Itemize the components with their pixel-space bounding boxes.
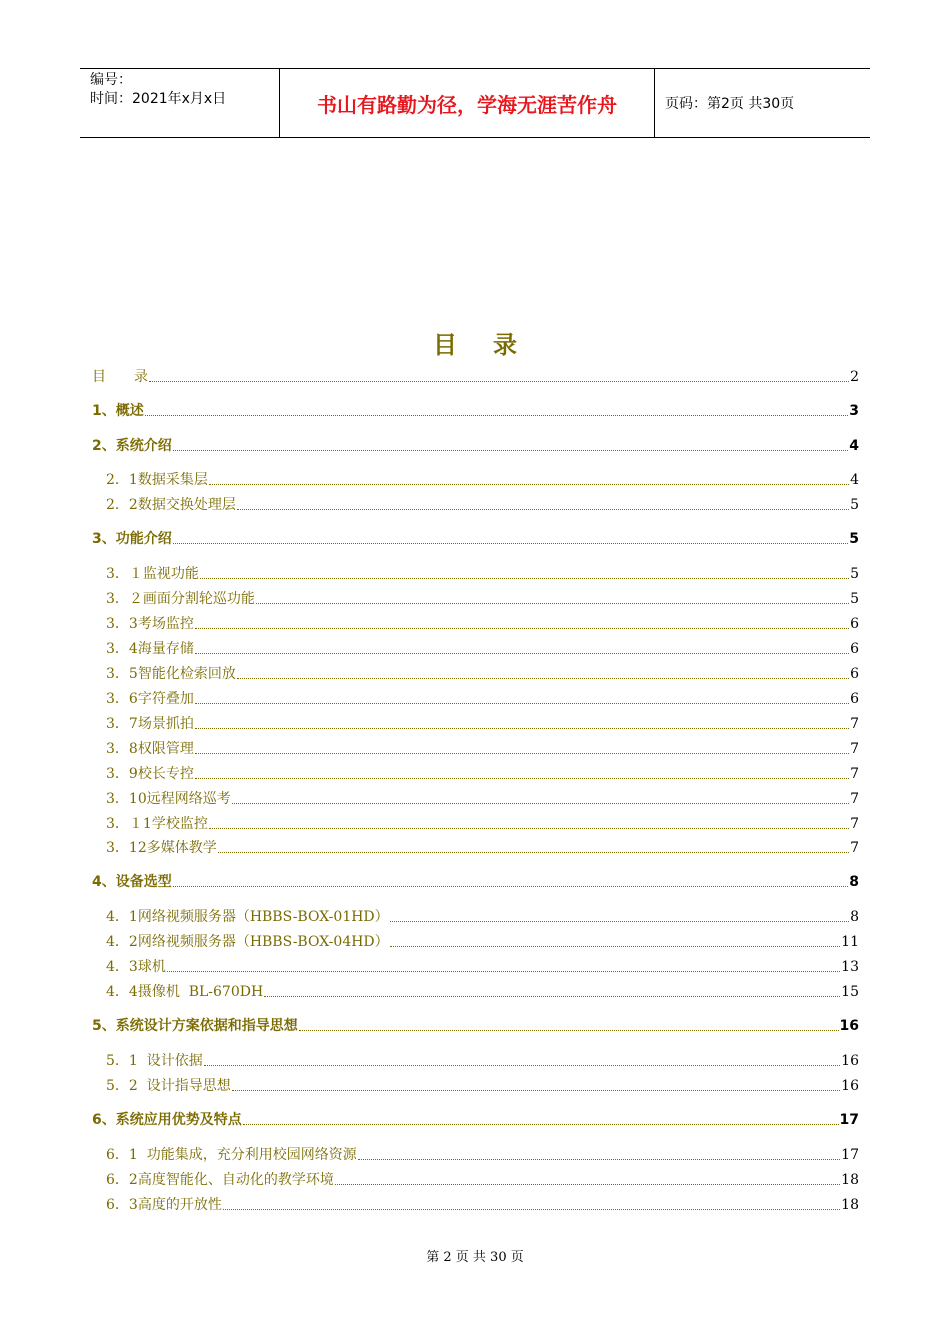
toc-dot-leader [390,920,849,922]
toc-entry[interactable] [106,1195,859,1215]
toc-entry-page: 4 [849,438,859,454]
toc-dot-leader [200,577,849,579]
toc-dot-leader [232,802,849,804]
toc-entry-title: 6．2高度智能化、自动化的教学环境 [106,1172,334,1188]
toc-entry[interactable] [92,367,859,387]
header-motto: 书山有路勤为径，学海无涯苦作舟 [280,69,655,137]
toc-entry-page: 7 [850,716,859,732]
toc-entry[interactable] [106,982,859,1002]
toc-entry-page: 7 [850,791,859,807]
toc-entry-title: 4．4摄像机 BL-670DH [106,984,264,1000]
toc-entry-page: 6 [850,666,859,682]
toc-dot-leader [173,885,849,887]
toc-entry-page: 4 [850,472,859,488]
toc-entry-title: 6、系统应用优势及特点 [92,1112,242,1128]
toc-dot-leader [195,627,849,629]
toc-entry-page: 8 [849,874,859,890]
toc-entry[interactable] [92,872,859,892]
toc-entry-page: 11 [841,934,859,950]
page-footer: 第 2 页 共 30 页 [426,1250,524,1265]
toc-entry-title: 3、功能介绍 [92,531,172,547]
toc-entry[interactable] [106,957,859,977]
toc-dot-leader [218,851,849,853]
toc-entry-title: 3．4海量存储 [106,641,194,657]
toc-dot-leader [243,1123,839,1125]
toc-entry-title: 2、系统介绍 [92,438,172,454]
toc-entry-page: 5 [850,497,859,513]
toc-entry-page: 5 [850,591,859,607]
toc-entry-page: 6 [850,641,859,657]
toc-entry[interactable] [106,714,859,734]
toc-entry-page: 18 [841,1172,859,1188]
toc-entry-page: 6 [850,691,859,707]
toc-entry[interactable] [106,764,859,784]
toc-entry[interactable] [106,614,859,634]
toc-entry-title: 3．9校长专控 [106,766,194,782]
toc-entry-page: 18 [841,1197,859,1213]
toc-entry[interactable] [106,1170,859,1190]
toc-entry-page: 16 [841,1078,859,1094]
toc-entry-page: 6 [850,616,859,632]
toc-entry[interactable] [106,739,859,759]
toc-dot-leader [173,449,849,451]
toc-dot-leader [204,1064,840,1066]
toc-entry[interactable] [106,689,859,709]
toc-entry[interactable] [106,814,859,834]
toc-entry[interactable] [106,1076,859,1096]
toc-dot-leader [358,1158,840,1160]
toc-entry-page: 2 [850,369,859,385]
toc-entry-title: 3．２画面分割轮巡功能 [106,591,255,607]
toc-entry[interactable] [106,470,859,490]
toc-entry-page: 16 [841,1053,859,1069]
toc-entry-title: 3．12多媒体教学 [106,840,217,856]
toc-entry-title: 3．6字符叠加 [106,691,194,707]
toc-entry-title: 5．1 设计依据 [106,1053,203,1069]
toc-dot-leader [256,602,849,604]
toc-entry-title: 3．１监视功能 [106,566,199,582]
toc-dot-leader [195,652,849,654]
toc-dot-leader [145,414,849,416]
toc-entry-title: 目 录 [92,369,148,385]
toc-entry-title: 4．3球机 [106,959,166,975]
toc-entry[interactable] [106,639,859,659]
toc-dot-leader [264,995,840,997]
toc-dot-leader [209,483,849,485]
toc-dot-leader [390,945,841,947]
toc-entry[interactable] [92,1016,859,1036]
toc-entry[interactable] [106,838,859,858]
toc-dot-leader [335,1183,840,1185]
toc-entry[interactable] [106,589,859,609]
toc-dot-leader [223,1208,840,1210]
toc-entry-page: 8 [850,909,859,925]
doc-number-label: 编号： [90,72,132,88]
toc-entry[interactable] [92,1110,859,1130]
toc-entry-title: 2．2数据交换处理层 [106,497,236,513]
toc-entry[interactable] [106,1145,859,1165]
toc-dot-leader [237,508,849,510]
page-header [80,68,870,138]
toc-dot-leader [173,542,849,544]
toc-entry[interactable] [92,436,859,456]
toc-entry-page: 13 [841,959,859,975]
toc-entry[interactable] [92,401,859,421]
toc-entry[interactable] [106,564,859,584]
toc-entry-page: 3 [849,403,859,419]
toc-dot-leader [195,702,849,704]
toc-entry-page: 7 [850,766,859,782]
toc-entry-title: 4．2网络视频服务器（HBBS-BOX-04HD） [106,934,389,950]
toc-dot-leader [195,727,849,729]
toc-entry-page: 17 [841,1147,859,1163]
toc-dot-leader [299,1029,839,1031]
toc-entry-title: 3．１1学校监控 [106,816,208,832]
toc-entry-page: 5 [849,531,859,547]
toc-entry-page: 15 [841,984,859,1000]
toc-entry-page: 5 [850,566,859,582]
toc-entry-title: 4、设备选型 [92,874,172,890]
toc-entry[interactable] [92,529,859,549]
toc-entry[interactable] [106,789,859,809]
toc-entry[interactable] [106,664,859,684]
toc-entry-title: 3．8权限管理 [106,741,194,757]
toc-entry-title: 5、系统设计方案依据和指导思想 [92,1018,298,1034]
toc-entry-title: 2．1数据采集层 [106,472,208,488]
toc-entry-title: 3．7场景抓拍 [106,716,194,732]
toc-entry-page: 17 [839,1112,859,1128]
toc-entry-page: 7 [850,741,859,757]
page-title: 目录 [433,331,553,359]
toc-entry[interactable] [106,495,859,515]
toc-entry-page: 16 [839,1018,859,1034]
toc-entry[interactable] [106,1051,859,1071]
header-page-info: 页码：第2页 共30页 [665,96,795,112]
toc-entry-title: 4．1网络视频服务器（HBBS-BOX-01HD） [106,909,389,925]
toc-dot-leader [232,1089,840,1091]
toc-entry[interactable] [106,907,859,927]
toc-entry-title: 6．1 功能集成，充分利用校园网络资源 [106,1147,357,1163]
toc-dot-leader [167,970,840,972]
toc-entry-page: 7 [850,816,859,832]
header-meta [80,69,280,137]
toc-entry-title: 6．3高度的开放性 [106,1197,222,1213]
toc-entry[interactable] [106,932,859,952]
toc-entry-page: 7 [850,840,859,856]
toc-dot-leader [195,777,849,779]
toc-entry-title: 5．2 设计指导思想 [106,1078,231,1094]
toc-dot-leader [195,752,849,754]
toc-entry-title: 3．10远程网络巡考 [106,791,231,807]
toc-dot-leader [209,827,849,829]
doc-time-label: 时间：2021年x月x日 [90,91,227,107]
toc-entry-title: 3．3考场监控 [106,616,194,632]
toc-entry-title: 3．5智能化检索回放 [106,666,236,682]
toc-dot-leader [237,677,849,679]
toc-entry-title: 1、概述 [92,403,144,419]
toc-dot-leader [149,380,849,382]
